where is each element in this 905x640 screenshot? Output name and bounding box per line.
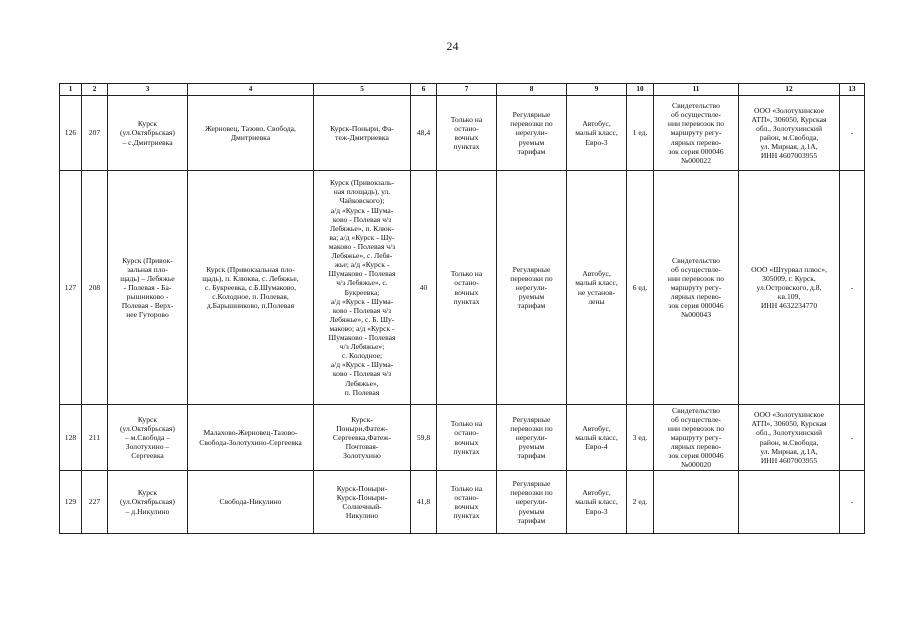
vehicle-class: Автобус, малый класс, не установ- лены	[567, 171, 627, 405]
route-number: 208	[82, 171, 108, 405]
stop-order: Только на остано- вочных пунктах	[437, 171, 497, 405]
row-index: 126	[60, 96, 82, 171]
stop-order: Только на остано- вочных пунктах	[437, 96, 497, 171]
stop-order: Только на остано- вочных пунктах	[437, 471, 497, 534]
column-number: 10	[627, 84, 654, 96]
route-name: Курск (Привок- зальная пло- щадь) – Лебяжье - Полевая - Ба- рышниково - Полевая - Верх- нее Гуторово	[108, 171, 188, 405]
certificate	[654, 471, 739, 534]
column-number: 8	[497, 84, 567, 96]
extra-column: -	[840, 171, 865, 405]
column-number: 6	[411, 84, 437, 96]
route-streets: Курск-Поныри- Курск-Поныри- Солнечный- Никулино	[314, 471, 411, 534]
route-length: 48,4	[411, 96, 437, 171]
vehicle-count: 2 ед.	[627, 471, 654, 534]
extra-column: -	[840, 96, 865, 171]
vehicle-count: 6 ед.	[627, 171, 654, 405]
route-length: 59,8	[411, 405, 437, 471]
column-number: 7	[437, 84, 497, 96]
route-length: 40	[411, 171, 437, 405]
carrier: ООО «Золотухинское АТП», 306050, Курская обл., Золотухинский район, м.Свобода, ул. Мирная, д.1А, ИНН 4607003955	[739, 96, 840, 171]
table-row	[60, 171, 865, 405]
column-number: 1	[60, 84, 82, 96]
route-streets: Курск-Поныри, Фа- теж-Дмитриевка	[314, 96, 411, 171]
vehicle-class: Автобус, малый класс, Евро-3	[567, 471, 627, 534]
certificate: Свидетельство об осуществле- нии перевозок по маршруту регу- лярных перево- зок серия 000046 №000022	[654, 96, 739, 171]
column-number: 3	[108, 84, 188, 96]
row-index: 127	[60, 171, 82, 405]
extra-column: -	[840, 405, 865, 471]
certificate: Свидетельство об осуществле- нии перевозок по маршруту регу- лярных перево- зок серия 000046 №000043	[654, 171, 739, 405]
column-number: 12	[739, 84, 840, 96]
carrier: ООО «Золотухинское АТП», 306050, Курская обл., Золотухинский район, м.Свобода, ул. Мирная, д.1А, ИНН 4607003955	[739, 405, 840, 471]
row-index: 129	[60, 471, 82, 534]
carrier: ООО «Штурвал плюс», 305009, г. Курск, ул.Островского, д.8, кв.109, ИНН 4632234770	[739, 171, 840, 405]
route-length: 41,8	[411, 471, 437, 534]
column-number: 2	[82, 84, 108, 96]
column-number: 9	[567, 84, 627, 96]
table-row	[60, 471, 865, 534]
route-streets: Курск (Привокзаль- ная площадь), ул. Чайковского); а/д «Курск - Шума- ково - Полевая ч/з Лебяжье», п. Клюк- ва; а/д «Курск - Шу- маково - Полевая ч/з Лебяжье», с. Лебя- жье; а/д «Курск - Шумаково - Полевая ч/з Лебяжье», с. Букреевка; а/д «Курск - Шума- ково - Полевая ч/з Лебяжье», с. Б. Шу- маково; а/д «Курск - Шумаково - Полевая ч/з Лебяжье»; с. Колодное; а/д «Курск - Шума- ково - Полевая ч/з Лебяжье», п. Полевая	[314, 171, 411, 405]
row-index: 128	[60, 405, 82, 471]
stop-order: Только на остано- вочных пунктах	[437, 405, 497, 471]
transport-type: Регулярные перевозки по нерегули- руемым тарифам	[497, 405, 567, 471]
certificate: Свидетельство об осуществле- нии перевозок по маршруту регу- лярных перево- зок серия 000046 №000020	[654, 405, 739, 471]
column-number: 5	[314, 84, 411, 96]
column-number: 4	[188, 84, 314, 96]
route-streets: Курск- Поныри,Фатеж- Сергеевка,Фатеж- Почтовая- Золотухино	[314, 405, 411, 471]
extra-column: -	[840, 471, 865, 534]
intermediate-stops: Курск (Привокзальная пло- щадь), п. Клюква, с. Лебяжье, с. Букреевка, с.Б.Шумаково, с.Колодное, п. Полевая, д.Барышниково, п.Полевая	[188, 171, 314, 405]
transport-type: Регулярные перевозки по нерегули- руемым тарифам	[497, 471, 567, 534]
route-number: 211	[82, 405, 108, 471]
vehicle-class: Автобус, малый класс, Евро-3	[567, 96, 627, 171]
route-number: 227	[82, 471, 108, 534]
route-name: Курск (ул.Октябрьская) – с.Дмитриевка	[108, 96, 188, 171]
routes-table	[59, 83, 865, 534]
column-number: 13	[840, 84, 865, 96]
route-number: 207	[82, 96, 108, 171]
vehicle-class: Автобус, малый класс, Евро-4	[567, 405, 627, 471]
column-number-row	[60, 84, 865, 96]
table-row	[60, 405, 865, 471]
vehicle-count: 1 ед.	[627, 96, 654, 171]
route-name: Курск (ул.Октябрьская) – д.Никулино	[108, 471, 188, 534]
intermediate-stops: Малахово-Жерновец-Тазово- Свобода-Золотухино-Сергеевка	[188, 405, 314, 471]
intermediate-stops: Свобода-Никулино	[188, 471, 314, 534]
route-name: Курск (ул.Октябрьская) – м.Свобода – Золотухино – Сергеевка	[108, 405, 188, 471]
transport-type: Регулярные перевозки по нерегули- руемым тарифам	[497, 171, 567, 405]
column-number: 11	[654, 84, 739, 96]
table-row	[60, 96, 865, 171]
intermediate-stops: Жерновец, Тазово, Свобода, Дмитриевка	[188, 96, 314, 171]
carrier	[739, 471, 840, 534]
page-number: 24	[446, 39, 459, 53]
transport-type: Регулярные перевозки по нерегули- руемым тарифам	[497, 96, 567, 171]
vehicle-count: 3 ед.	[627, 405, 654, 471]
